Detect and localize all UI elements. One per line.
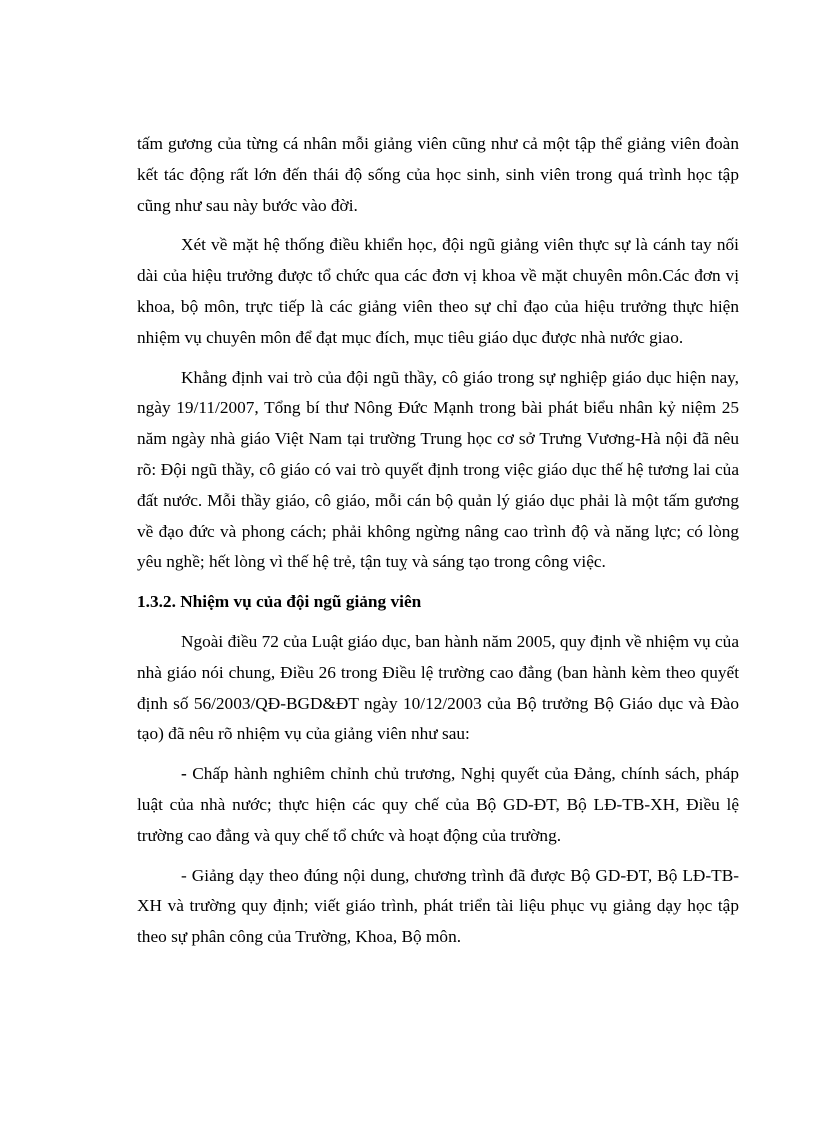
paragraph-section-intro: Ngoài điều 72 của Luật giáo dục, ban hành năm 2005, quy định về nhiệm vụ của nhà giáo nói chung, Điều 26 trong Điều lệ trường cao đẳng (ban hành kèm theo quyết định số 56/2003/QĐ-BGD&ĐT ngày 10/12/2003 của Bộ trưởng Bộ Giáo dục và Đào tạo) đã nêu rõ nhiệm vụ của giảng viên như sau: — [137, 631, 739, 744]
duty-text: Giảng dạy theo đúng nội dung, chương trình đã được Bộ GD-ĐT, Bộ LĐ-TB-XH và trường quy định; viết giáo trình, phát triển tài liệu phục vụ giảng dạy học tập theo sự phân công của Trường, Khoa, Bộ môn. — [137, 865, 739, 947]
paragraph-role-affirmation: Khẳng định vai trò của đội ngũ thầy, cô giáo trong sự nghiệp giáo dục hiện nay, ngày 19/11/2007, Tổng bí thư Nông Đức Mạnh trong bài phát biểu nhân kỷ niệm 25 năm ngày nhà giáo Việt Nam tại trường Trung học cơ sở Trưng Vương-Hà nội đã nêu rõ: Đội ngũ thầy, cô giáo có vai trò quyết định trong việc giáo dục thế hệ tương lai của đất nước. Mỗi thầy giáo, cô giáo, mỗi cán bộ quản lý giáo dục phải là một tấm gương về đạo đức và phong cách; phải không ngừng nâng cao trình độ và năng lực; có lòng yêu nghề; hết lòng vì thế hệ trẻ, tận tuỵ và sáng tạo trong công việc. — [137, 367, 739, 572]
dash-marker: - — [181, 865, 187, 885]
duty-item — [137, 861, 739, 953]
section-heading: 1.3.2. Nhiệm vụ của đội ngũ giảng viên — [137, 592, 422, 612]
paragraph-continuation: tấm gương của từng cá nhân mỗi giảng viên cũng như cả một tập thể giảng viên đoàn kết tác động rất lớn đến thái độ sống của học sinh, sinh viên trong quá trình học tập cũng như sau này bước vào đời. — [137, 134, 739, 215]
paragraph-control-system: Xét về mặt hệ thống điều khiển học, đội ngũ giảng viên thực sự là cánh tay nối dài của hiệu trưởng được tổ chức qua các đơn vị khoa về mặt chuyên môn.Các đơn vị khoa, bộ môn, trực tiếp là các giảng viên theo sự chỉ đạo của hiệu trưởng thực hiện nhiệm vụ chuyên môn để đạt mục đích, mục tiêu giáo dục được nhà nước giao. — [137, 235, 739, 347]
dash-marker: - — [181, 764, 187, 784]
duty-text: Chấp hành nghiêm chỉnh chủ trương, Nghị quyết của Đảng, chính sách, pháp luật của nhà nước; thực hiện các quy chế của Bộ GD-ĐT, Bộ LĐ-TB-XH, Điều lệ trường cao đẳng và quy chế tổ chức và hoạt động của trường. — [137, 764, 739, 845]
duty-item — [137, 759, 739, 851]
document-page — [137, 129, 739, 962]
